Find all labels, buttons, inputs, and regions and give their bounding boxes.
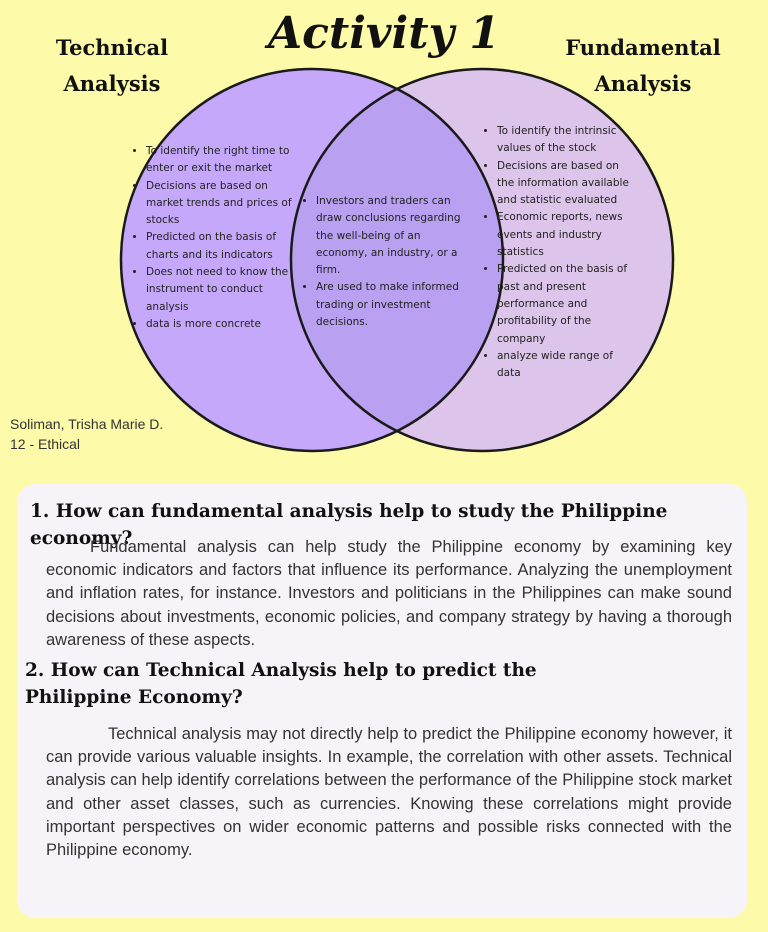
fundamental-analysis-list <box>483 123 635 382</box>
list-item: • To identify the intrinsic values of the stock <box>497 123 635 158</box>
author-section: 12 - Ethical <box>10 436 81 452</box>
author-info <box>10 414 163 454</box>
question-2: 2. How can Technical Analysis help to predict the Philippine Economy? <box>25 660 537 708</box>
list-item: • Predicted on the basis of charts and its indicators <box>146 229 292 264</box>
technical-label-line1: Technical <box>55 35 169 60</box>
list-item: • Investors and traders can draw conclusions regarding the well-being of an economy, an industry, or a firm. <box>316 193 474 279</box>
page-title: Activity 1 <box>267 8 501 59</box>
list-item: • data is more concrete <box>146 316 292 333</box>
answer-2: Technical analysis may not directly help to predict the Philippine economy however, it can provide various valuable insights. In example, the correlation with other assets. Technical analysis can help identify correlations between the performance of the Philippine stock market and other asset classes, such as currencies. Knowing these correlations might provide important perspectives on wider economic patterns and possible risks connected with the Philippine economy. <box>46 725 732 860</box>
fundamental-label-line2: Analysis <box>594 71 692 96</box>
list-item: • Decisions are based on the information available and statistic evaluated <box>497 158 635 210</box>
fundamental-label-line1: Fundamental <box>565 35 721 60</box>
list-item: • Predicted on the basis of past and present performance and profitability of the company <box>497 261 635 347</box>
list-item: • analyze wide range of data <box>497 348 635 383</box>
list-item: • Are used to make informed trading or investment decisions. <box>316 279 474 331</box>
answer-1: Fundamental analysis can help study the Philippine economy by examining key economic indicators and factors that influence its performance. Analyzing the unemployment and inflation rates, for instance. Investors and politicians in the Philippines can make sound decisions about investments, economic policies, and company strategy by having a thorough awareness of these aspects. <box>46 538 732 649</box>
author-name: Soliman, Trisha Marie D. <box>10 416 164 432</box>
technical-analysis-list <box>132 143 292 333</box>
list-item: • Economic reports, news events and industry statistics <box>497 209 635 261</box>
list-item: • Does not need to know the instrument to conduct analysis <box>146 264 292 316</box>
question-1: 1. How can fundamental analysis help to study the Philippine economy? <box>30 501 668 549</box>
technical-label-line2: Analysis <box>63 71 161 96</box>
list-item: • To identify the right time to enter or exit the market <box>146 143 292 178</box>
shared-list <box>302 193 474 331</box>
list-item: • Decisions are based on market trends and prices of stocks <box>146 178 292 230</box>
